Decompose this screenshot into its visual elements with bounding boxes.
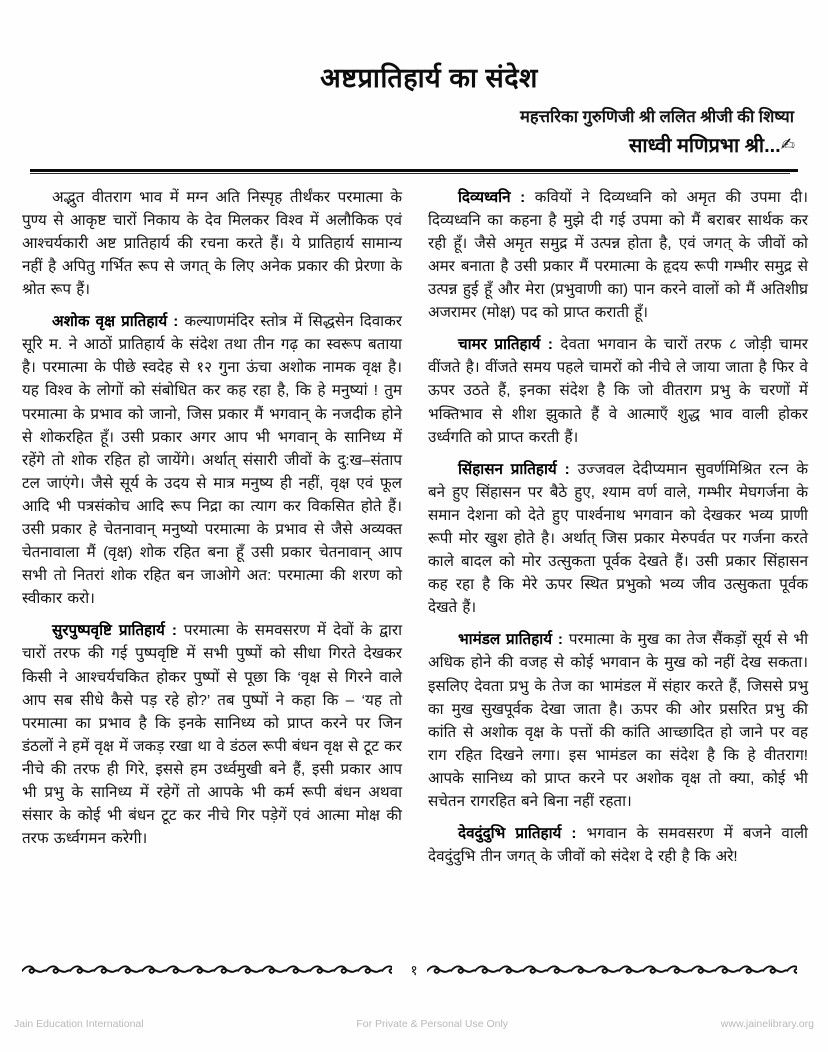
- paragraph-text: भगवान के समवसरण में बजने वाली देवदुंदुभि तीन जगत् के जीवों को संदेश दे रही है कि अरे!: [428, 825, 808, 866]
- paragraph-lead: दिव्यध्वनि :: [458, 188, 526, 206]
- paragraph: [428, 186, 808, 325]
- paragraph-lead: भामंडल प्रातिहार्य :: [458, 631, 563, 649]
- paragraph-text: कल्याणमंदिर स्तोत्र में सिद्धसेन दिवाकर सूरि म. ने आठों प्रातिहार्य के संदेश तथा तीन गढ़ का स्वरूप बताया है। परमात्मा के पीछे स्वदेह से १२ गुना ऊंचा अशोक नामक वृक्ष है। यह विश्व के लोगों को संबोधित कर कह रहा है, कि हे मनुष्यां ! तुम परमात्मा के प्रभाव को जानो, जिस प्रकार मैं भगवान् के नजदीक होने से शोकरहित हूँ। उसी प्रकार अगर आप भी भगवान् के सानिध्य में रहेंगे तो शोक रहित हो जायेंगे। अर्थात् संसारी जीवों के दु:ख–संताप टल जाएंगे। जैसे सूर्य के उदय से मात्र मनुष्य ही नहीं, वृक्ष एवं फूल आदि भी पत्रसंकोच आदि रूप निद्रा का त्याग कर विकसित होते हैं। उसी प्रकार हे चेतनावान् मनुष्यो परमात्मा के प्रभाव से जैसे अव्यक्त चेतनावाला मैं (वृक्ष) शोक रहित बना हूँ उसी प्रकार चेतनावान् आप सभी तो नितरां शोक रहित बन जाओगे अत: परमात्मा की शरण को स्वीकार करो।: [22, 313, 402, 608]
- paragraph: [428, 458, 808, 620]
- ornament-right-icon: [427, 962, 806, 978]
- paragraph-lead: देवदुंदुभि प्रातिहार्य :: [458, 825, 577, 843]
- page-footer: [0, 1018, 828, 1030]
- footer-usage-notice: For Private & Personal Use Only: [356, 1018, 509, 1030]
- paragraph: [22, 310, 402, 610]
- paragraph-lead: सुरपुष्पवृष्टि प्रातिहार्य :: [52, 622, 177, 640]
- page-header: [0, 0, 828, 174]
- paragraph: [22, 619, 402, 850]
- header-rule-thick: [30, 169, 798, 172]
- signature-pen-icon: ✍: [780, 134, 794, 154]
- paragraph: [428, 822, 808, 868]
- paragraph-lead: अशोक वृक्ष प्रातिहार्य :: [52, 313, 179, 331]
- author-name: साध्वी मणिप्रभा श्री...: [628, 134, 781, 157]
- paragraph-text: देवता भगवान के चारों तरफ ८ जोड़ी चामर वींजते है। वींजते समय पहले चामरों को नीचे ले जाया जाता है फिर वे ऊपर उठते हैं, इनका संदेश है कि जो वीतराग प्रभु के चरणों में भक्तिभाव से शीश झुकाते हैं वे आत्माएँ शुद्ध भाव वाली होकर उर्ध्वगति को प्राप्त करती हैं।: [428, 336, 809, 446]
- paragraph: [428, 333, 808, 448]
- byline-block: [24, 106, 804, 159]
- byline-guru-line: महत्तरिका गुरुणिजी श्री ललित श्रीजी की शिष्या: [520, 108, 794, 127]
- paragraph-text: उज्जवल देदीप्यमान सुवर्णमिश्रित रत्न के बने हुए सिंहासन पर बैठे हुए, श्याम वर्ण वाले, गम्भीर मेघगर्जना के समान देशना को देते हुए पार्श्वनाथ भगवान को देखकर भव्य प्राणी रूपी मोर खुश होते है। अर्थात् जिस प्रकार मेरुपर्वत पर गर्जना करते काले बादल को मोर उत्सुकता पूर्वक देखते हैं। उसी प्रकार सिंहासन कह रहा है कि मेरे ऊपर स्थित प्रभुको भव्य जीव उत्सुकता पूर्वक देखते हैं।: [428, 460, 808, 617]
- paragraph-text: कवियों ने दिव्यध्वनि को अमृत की उपमा दी। दिव्यध्वनि का कहना है मुझे दी गई उपमा को मैं बराबर सार्थक कर रही हूँ। जैसे अमृत समुद्र में उत्पन्न होता है, एवं जगत् के जीवों को अमर बनाता है उसी प्रकार मैं परमात्मा के हृदय रूपी गम्भीर समुद्र से उत्पन्न हुई हूँ और मेरा (प्रभुवाणी का) पान करने वालों को मैं अतिशीघ्र अजरामर (मोक्ष) पद को प्राप्त कराती हूँ।: [428, 188, 809, 322]
- page-title: अष्टप्रातिहार्य का संदेश: [320, 63, 538, 93]
- ornamental-divider-row: [0, 962, 828, 978]
- paragraph: [428, 628, 808, 813]
- paragraph-lead: सिंहासन प्रातिहार्य :: [458, 460, 570, 478]
- paragraph-text: परमात्मा के समवसरण में देवों के द्वारा चारों तरफ की गई पुष्पवृष्टि में सभी पुष्पों को सीधा गिरते देखकर किसी ने आश्चर्यचकित होकर पुष्पों से पूछा कि ‘वृक्ष से गिरने वाले आप सब सीधे कैसे पड़ रहे हो?’ तब पुष्पों ने कहा कि – ‘यह तो परमात्मा का प्रभाव है कि इनके सानिध्य को प्राप्त करने पर जिन डंठलों ने हमें वृक्ष में जकड़ रखा था वे डंठल रूपी बंधन वृक्ष से टूट कर नीचे की तरफ ही गिरे, इससे हम उर्ध्वमुखी बने हैं, इसी प्रकार आप भी प्रभु के सानिध्य में रहेगें तो आपके भी कर्म रूपी बंधन अथवा संसार के कोई भी बंधन टूट कर नीचे गिर पड़ेगें एवं आत्मा मोक्ष की तरफ ऊर्ध्वगमन करेगी।: [22, 622, 403, 848]
- right-column: [428, 186, 808, 878]
- footer-organization: Jain Education International: [14, 1018, 144, 1030]
- left-column: [22, 186, 402, 878]
- paragraph: [22, 186, 402, 301]
- paragraph-lead: चामर प्रातिहार्य :: [458, 336, 553, 354]
- page-number: १: [410, 962, 418, 978]
- paragraph-text: परमात्मा के मुख का तेज सैंकड़ों सूर्य से भी अधिक होने की वजह से कोई भगवान के मुख को नहीं देख सकता। इसलिए देवता प्रभु के तेज का भामंडल में संहार करते हैं, जिससे प्रभु का मुख सुखपूर्वक देखा जाता है। ऊपर की ओर प्रसरित प्रभु की कांति से अशोक वृक्ष के पत्तों की कांति आच्छादित हो जाने पर वह राग रहित दिखने लगा। इस भामंडल का संदेश है कि हे वीतराग! आपके सानिध्य को प्राप्त करने पर अशोक वृक्ष तो क्या, कोई भी सचेतन रागरहित बने बिना नहीं रहता।: [428, 631, 808, 810]
- ornament-left-icon: [22, 962, 401, 978]
- paragraph-text: अद्भुत वीतराग भाव में मग्न अति निस्पृह तीर्थंकर परमात्मा के पुण्य से आकृष्ट चारों निकाय के देव मिलकर विश्व में अलौकिक एवं आश्चर्यकारी अष्ट प्रातिहार्य की रचना करते हैं। ये प्रातिहार्य सामान्य नहीं है अपितु गर्भित रूप से जगत् के लिए अनेक प्रकार की प्रेरणा के श्रोत रूप हैं।: [22, 188, 402, 299]
- footer-website: www.jainelibrary.org: [720, 1018, 814, 1030]
- byline-author-line: [24, 132, 794, 160]
- two-column-body: [0, 174, 828, 878]
